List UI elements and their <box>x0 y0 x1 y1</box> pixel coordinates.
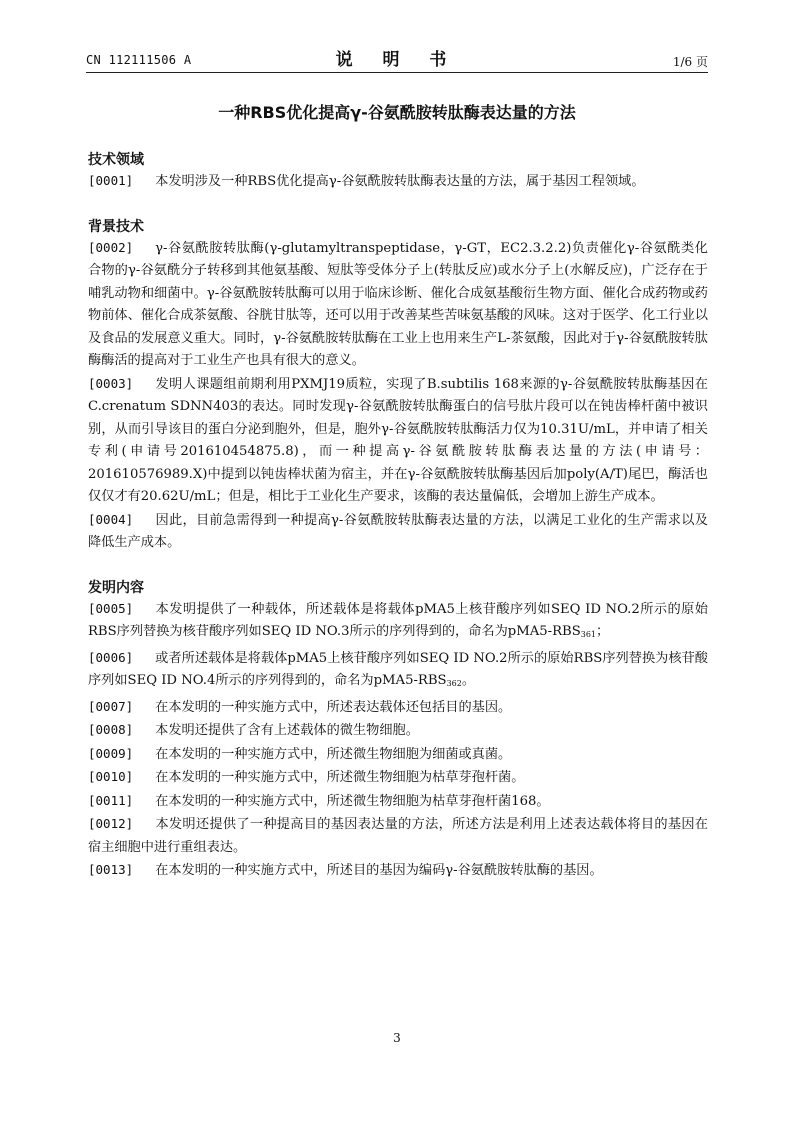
paragraph <box>88 743 708 767</box>
paragraph-text: 在本发明的一种实施方式中，所述微生物细胞为细菌或真菌。 <box>155 746 512 762</box>
paragraph <box>88 696 708 720</box>
paragraph <box>88 373 708 509</box>
paragraph-text: 本发明提供了一种载体，所述载体是将载体pMA5上核苷酸序列如SEQ ID NO.2所示的原始RBS序列替换为核苷酸序列如SEQ ID NO.3所示的序列得到的，命名为pMA5-RBS <box>88 601 708 639</box>
paragraph-text: 在本发明的一种实施方式中，所述微生物细胞为枯草芽孢杆菌168。 <box>155 793 550 809</box>
paragraph-tail: 。 <box>461 673 476 688</box>
paragraph-text: 在本发明的一种实施方式中，所述微生物细胞为枯草芽孢杆菌。 <box>155 770 525 785</box>
page-number: 3 <box>393 1031 401 1045</box>
paragraph <box>88 647 708 696</box>
paragraph <box>88 766 708 790</box>
paragraph-number: [0009] <box>88 745 134 761</box>
paragraph-text: 因此，目前急需得到一种提高γ-谷氨酰胺转肽酶表达量的方法，以满足工业化的生产需求以及降低生产成本。 <box>88 512 708 550</box>
section-heading: 发明内容 <box>88 579 144 596</box>
paragraph-number: [0012] <box>88 816 134 831</box>
paragraph <box>88 598 708 647</box>
document-type: 说 明 书 <box>335 50 459 70</box>
subscript-text: 362 <box>446 679 462 688</box>
paragraph-text: 本发明还提供了含有上述载体的微生物细胞。 <box>155 723 419 738</box>
publication-number: CN 112111506 A <box>86 53 192 67</box>
document-title: 一种RBS优化提高γ-谷氨酰胺转肽酶表达量的方法 <box>218 103 576 122</box>
paragraph-text: 在本发明的一种实施方式中，所述表达载体还包括目的基因。 <box>155 699 512 715</box>
page-header <box>86 42 708 73</box>
paragraph <box>88 509 708 555</box>
paragraph <box>88 790 708 814</box>
paragraph-number: [0002] <box>88 239 134 255</box>
paragraph-number: [0010] <box>88 769 134 784</box>
paragraph-text: γ-谷氨酰胺转肽酶(γ-glutamyltranspeptidase，γ-GT，EC2.3.2.2)负责催化γ-谷氨酰类化合物的γ-谷氨酰分子转移到其他氨基酸、短肽等受体分子上(转肽反应)或水分子上(水解反应)，广泛存在于哺乳动物和细菌中。γ-谷氨酰胺转肽酶可以用于临床诊断、催化合成氨基酸衍生物方面、催化合成药物或药物前体、催化合成茶氨酸、谷胱甘肽等，还可以用于改善某些苦味氨基酸的风味。这对于医学、化工行业以及食品的发展意义重大。同时，γ-谷氨酰胺转肽酶在工业上也用来生产L-茶氨酸，因此对于γ-谷氨酰胺转肽酶酶活的提高对于工业生产也具有很大的意义。 <box>88 240 708 368</box>
paragraph <box>88 813 708 859</box>
paragraph-number: [0005] <box>88 600 134 616</box>
paragraph-number: [0006] <box>88 649 134 665</box>
paragraph-tail: ； <box>596 624 610 639</box>
page-info: 1/6 页 <box>672 55 708 69</box>
paragraph <box>88 170 708 194</box>
paragraph <box>88 859 708 883</box>
paragraph <box>88 719 708 743</box>
paragraph <box>88 237 708 373</box>
section-heading: 背景技术 <box>88 218 144 235</box>
subscript-text: 361 <box>580 630 597 639</box>
paragraph-text: 本发明涉及一种RBS优化提高γ-谷氨酰胺转肽酶表达量的方法，属于基因工程领域。 <box>155 174 645 189</box>
paragraph-text: 发明人课题组前期利用PXMJ19质粒，实现了B.subtilis 168来源的γ-谷氨酰胺转肽酶基因在C.crenatum SDNN403的表达。同时发现γ-谷氨酰胺转肽酶蛋白的信号肽片段可以在钝齿棒杆菌中被识别，从而引导该目的蛋白分泌到胞外，但是，胞外γ-谷氨酰胺转肽酶活力仅为10.31U/mL，并申请了相关专利(申请号201610454875.8)，而一种提高γ-谷氨酰胺转肽酶表达量的方法(申请号：201610576989.X)中提到以钝齿棒状菌为宿主，并在γ-谷氨酰胺转肽酶基因后加poly(A/T)尾巴，酶活也仅仅才有20.62U/mL；但是，相比于工业化生产要求，该酶的表达量偏低，会增加上游生产成本。 <box>88 376 708 504</box>
paragraph-number: [0003] <box>88 375 134 391</box>
paragraph-number: [0004] <box>88 511 134 527</box>
paragraph-number: [0011] <box>88 792 134 808</box>
paragraph-text: 在本发明的一种实施方式中，所述目的基因为编码γ-谷氨酰胺转肽酶的基因。 <box>155 863 603 878</box>
paragraph-text: 或者所述载体是将载体pMA5上核苷酸序列如SEQ ID NO.2所示的原始RBS序列替换为核苷酸序列如SEQ ID NO.4所示的序列得到的，命名为pMA5-RBS <box>88 650 708 688</box>
paragraph-number: [0013] <box>88 862 134 877</box>
paragraph-number: [0007] <box>88 698 134 714</box>
paragraph-number: [0001] <box>88 173 134 188</box>
document-body <box>88 150 708 883</box>
paragraph-number: [0008] <box>88 722 134 737</box>
paragraph-text: 本发明还提供了一种提高目的基因表达量的方法，所述方法是利用上述表达载体将目的基因在宿主细胞中进行重组表达。 <box>88 817 708 855</box>
section-heading: 技术领域 <box>88 152 144 168</box>
